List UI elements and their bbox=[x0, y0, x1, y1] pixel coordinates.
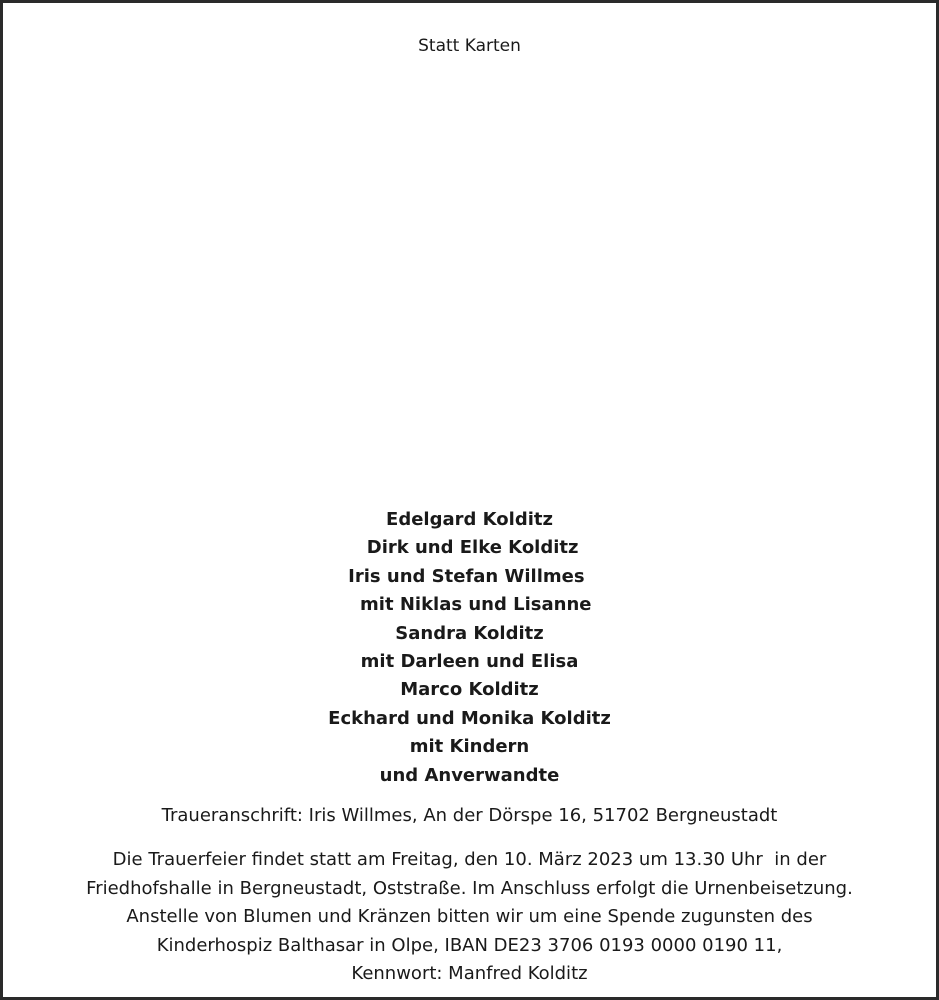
notice-line: Friedhofshalle in Bergneustadt, Oststraße. Im Anschluss erfolgt die Urnenbeisetzung. bbox=[86, 877, 853, 899]
mourner-line: Edelgard Kolditz bbox=[386, 509, 553, 530]
notice-line: Anstelle von Blumen und Kränzen bitten wir um eine Spende zugunsten des bbox=[126, 906, 813, 928]
mourner-line: mit Niklas und Lisanne bbox=[347, 594, 592, 616]
mourner-line: Eckhard und Monika Kolditz bbox=[328, 707, 611, 729]
mourner-line: und Anverwandte bbox=[379, 764, 560, 786]
mourner-line: mit Darleen und Elisa bbox=[360, 651, 579, 673]
mourners-list bbox=[0, 506, 939, 790]
mourner-line: Iris und Stefan Willmes bbox=[348, 565, 591, 587]
header-statt-karten: Statt Karten bbox=[418, 36, 521, 56]
notice-line: Die Trauerfeier findet statt am Freitag, den 10. März 2023 um 13.30 Uhr in der bbox=[112, 849, 827, 870]
funeral-notice bbox=[0, 846, 939, 989]
notice-line: Kinderhospiz Balthasar in Olpe, IBAN DE23 3706 0193 0000 0190 11, bbox=[156, 934, 783, 956]
mourner-line: Sandra Kolditz bbox=[395, 622, 544, 644]
mourner-line: Dirk und Elke Kolditz bbox=[360, 537, 579, 559]
mourner-line: mit Kindern bbox=[409, 736, 530, 758]
notice-line: Kennwort: Manfred Kolditz bbox=[351, 963, 588, 985]
mourning-address: Traueranschrift: Iris Willmes, An der Dörspe 16, 51702 Bergneustadt bbox=[161, 805, 778, 826]
mourner-line: Marco Kolditz bbox=[400, 679, 539, 701]
